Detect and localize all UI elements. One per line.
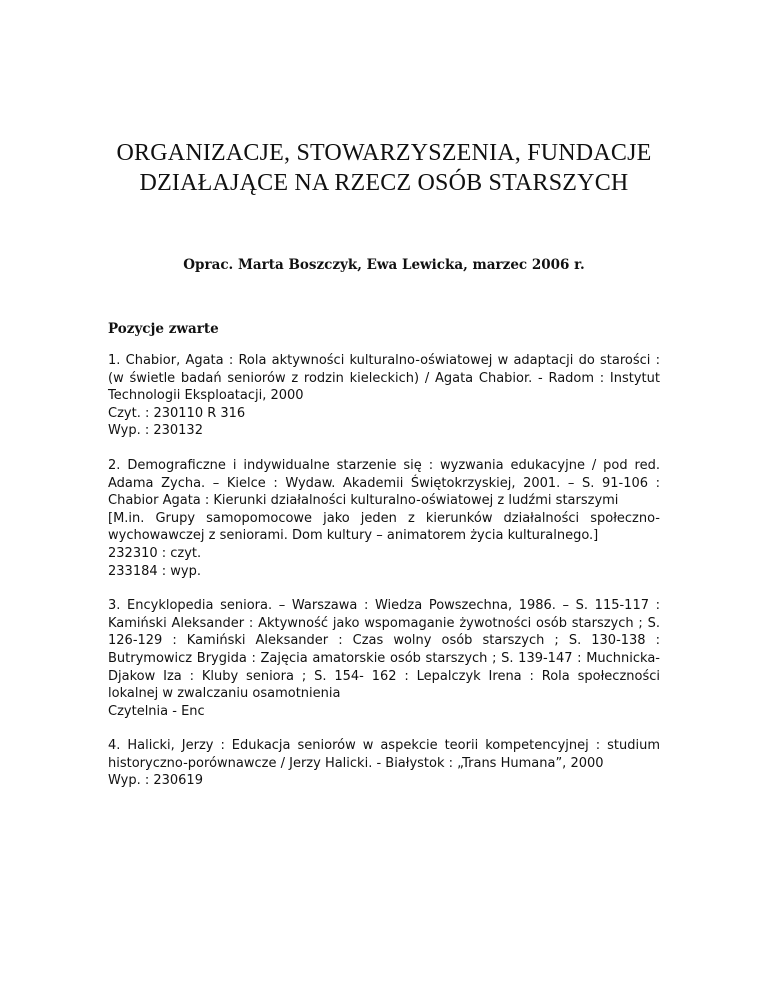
entry-description: 1. Chabior, Agata : Rola aktywności kulturalno-oświatowej w adaptacji do starości : (w świetle badań seniorów z rodzin kieleckich) / Agata Chabior. - Radom : Instytut Technologii Eksploatacji, 2000: [108, 353, 660, 404]
document-title-line-2: DZIAŁAJĄCE NA RZECZ OSÓB STARSZYCH: [139, 170, 629, 196]
bibliography-entry-3: [108, 597, 660, 720]
bibliography-entry-1: [108, 352, 660, 440]
entry-description: 3. Encyklopedia seniora. – Warszawa : Wiedza Powszechna, 1986. – S. 115-117 : Kamiński Aleksander : Aktywność jako wspomaganie żywotności osób starszych ; S. 126-129 : Kamiński Aleksander : Czas wolny osób starszych ; S. 130-138 : Butrymowicz Brygida : Zajęcia amatorskie osób starszych ; S. 139-147 : Muchnicka-Djakow Iza : Kluby seniora ; S. 154- 162 : Lepalczyk Irena : Rola społeczności lokalnej w zwalczaniu osamotnienia: [108, 598, 660, 702]
entry-call-number: Wyp. : 230132: [108, 423, 203, 439]
entry-description: 2. Demograficzne i indywidualne starzenie się : wyzwania edukacyjne / pod red. Adama Zycha. – Kielce : Wydaw. Akademii Świętokrzyskiej, 2001. – S. 91-106 :: [108, 457, 660, 491]
section-heading: Pozycje zwarte: [108, 321, 219, 337]
bibliography-entry-2: [108, 457, 660, 580]
entry-call-number: 232310 : czyt.: [108, 545, 202, 561]
entry-contribution: Chabior Agata : Kierunki działalności kulturalno-oświatowej z ludźmi starszymi: [108, 493, 619, 509]
entry-call-number: Czytelnia - Enc: [108, 703, 205, 719]
document-title-line-1: ORGANIZACJE, STOWARZYSZENIA, FUNDACJE: [116, 140, 652, 166]
document-title: [0, 138, 768, 198]
document-authors: Oprac. Marta Boszczyk, Ewa Lewicka, marzec 2006 r.: [183, 257, 585, 273]
bibliography-list: [108, 352, 660, 807]
entry-call-number: Czyt. : 230110 R 316: [108, 405, 246, 421]
bibliography-entry-4: [108, 737, 660, 790]
entry-summary: [M.in. Grupy samopomocowe jako jeden z kierunków działalności społeczno-wychowawczej z seniorami. Dom kultury – animatorem życia kulturalnego.]: [108, 510, 660, 544]
entry-call-number: Wyp. : 230619: [108, 773, 203, 789]
entry-description: 4. Halicki, Jerzy : Edukacja seniorów w aspekcie teorii kompetencyjnej : studium historyczno-porównawcze / Jerzy Halicki. - Białystok : „Trans Humana”, 2000: [108, 738, 660, 771]
entry-call-number: 233184 : wyp.: [108, 563, 201, 579]
